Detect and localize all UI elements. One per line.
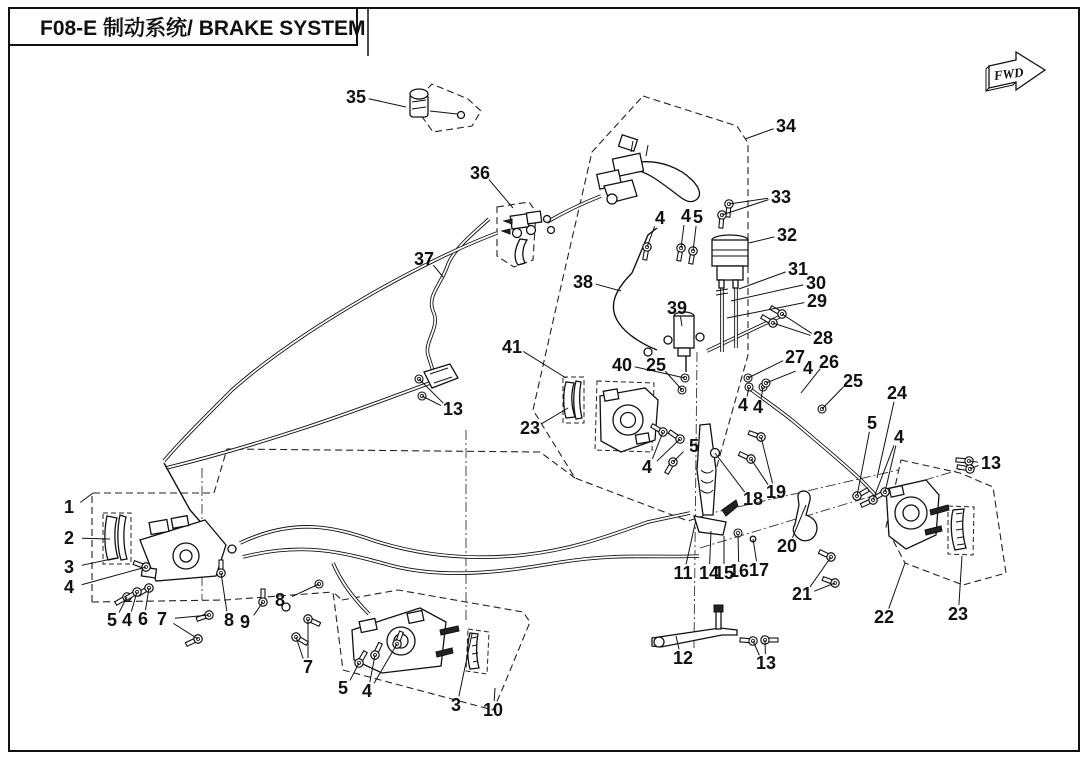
- leader-line: [822, 387, 843, 409]
- part-number-label-6: 6: [137, 609, 149, 629]
- part-number-label-23: 23: [519, 418, 541, 438]
- part-number-label-13: 13: [755, 653, 777, 673]
- fwd-arrow: [986, 52, 1045, 91]
- part36-valve: [502, 211, 555, 265]
- hose-bracket: [793, 491, 817, 541]
- center-caliper: [564, 381, 658, 452]
- part-number-label-7: 7: [302, 657, 314, 677]
- part-number-label-41: 41: [501, 337, 523, 357]
- leader-line: [710, 531, 711, 564]
- part-number-label-5: 5: [688, 436, 700, 456]
- part-number-label-36: 36: [469, 163, 491, 183]
- leader-line: [523, 351, 566, 378]
- part-number-label-5: 5: [866, 413, 878, 433]
- leader-line: [889, 563, 905, 609]
- part-number-label-16: 16: [728, 561, 750, 581]
- part-number-label-4: 4: [121, 610, 133, 630]
- part-number-label-19: 19: [765, 482, 787, 502]
- leader-line: [80, 493, 93, 502]
- part-number-label-25: 25: [645, 355, 667, 375]
- part-number-label-33: 33: [770, 187, 792, 207]
- fwd-label: FWD: [993, 64, 1025, 83]
- drawing-border: [9, 8, 1079, 751]
- pedal-master-cylinder: [694, 424, 756, 542]
- leader-line: [729, 198, 768, 204]
- part-number-label-25: 25: [842, 371, 864, 391]
- leader-line: [221, 573, 227, 611]
- part-number-label-14: 14: [698, 563, 720, 583]
- part-number-label-4: 4: [361, 681, 373, 701]
- part-number-label-12: 12: [672, 648, 694, 668]
- part-number-label-22: 22: [873, 607, 895, 627]
- part-number-label-17: 17: [748, 560, 770, 580]
- leader-line: [814, 583, 835, 591]
- leader-line: [647, 226, 655, 247]
- rear-caliper: [886, 480, 966, 550]
- leader-line: [751, 459, 768, 485]
- part-number-label-39: 39: [666, 298, 688, 318]
- part-number-label-40: 40: [611, 355, 633, 375]
- leader-line: [885, 446, 896, 492]
- part-number-label-10: 10: [482, 700, 504, 720]
- part-number-label-13: 13: [442, 399, 464, 419]
- leader-line: [542, 408, 568, 424]
- part-number-label-37: 37: [413, 249, 435, 269]
- part-number-label-2: 2: [63, 528, 75, 548]
- outline-mid-top: [214, 449, 575, 493]
- part-number-label-4: 4: [737, 395, 749, 415]
- leader-line: [731, 285, 803, 301]
- part-number-label-30: 30: [805, 273, 827, 293]
- part-number-label-15: 15: [713, 563, 735, 583]
- leader-line: [727, 303, 804, 318]
- part-number-label-35: 35: [345, 87, 367, 107]
- leader-line: [749, 237, 774, 243]
- part35-cap: [410, 89, 465, 119]
- part-number-label-24: 24: [886, 383, 908, 403]
- front-left-caliper: [105, 185, 260, 581]
- part-number-label-27: 27: [784, 347, 806, 367]
- part-number-label-4: 4: [654, 208, 666, 228]
- part-number-label-23: 23: [947, 604, 969, 624]
- part-number-label-4: 4: [802, 358, 814, 378]
- part-number-label-11: 11: [673, 563, 693, 583]
- leader-line: [959, 556, 962, 605]
- part-number-label-4: 4: [680, 206, 692, 226]
- part-number-label-29: 29: [806, 291, 828, 311]
- part-number-label-5: 5: [106, 610, 118, 630]
- part-number-label-4: 4: [641, 457, 653, 477]
- leader-line: [254, 602, 263, 615]
- brake-lever-master-cylinder: [597, 135, 700, 204]
- part-number-label-3: 3: [63, 557, 75, 577]
- fasteners: [114, 199, 975, 668]
- leader-line: [766, 371, 796, 383]
- part-number-label-8: 8: [223, 610, 235, 630]
- part-number-label-20: 20: [776, 536, 798, 556]
- part-number-label-4: 4: [63, 577, 75, 597]
- leader-line: [173, 623, 198, 639]
- callout-layer: [64, 87, 1001, 720]
- leader-line: [686, 524, 695, 564]
- leader-line: [292, 584, 319, 597]
- rear-reservoir: [712, 235, 748, 295]
- delay-valve: [664, 312, 704, 356]
- leader-line: [369, 99, 406, 107]
- part-number-label-21: 21: [791, 584, 813, 604]
- leader-line: [673, 451, 684, 462]
- part-number-label-34: 34: [775, 116, 797, 136]
- part-number-label-28: 28: [812, 328, 834, 348]
- leader-line: [596, 284, 621, 291]
- leader-line: [715, 453, 745, 492]
- part-number-label-4: 4: [752, 397, 764, 417]
- leader-line: [665, 371, 682, 390]
- part-number-label-3: 3: [450, 695, 462, 715]
- page-title: F08-E 制动系统/ BRAKE SYSTEM: [40, 17, 366, 40]
- part-number-label-9: 9: [239, 612, 251, 632]
- leader-line: [739, 272, 786, 289]
- part-number-label-38: 38: [572, 272, 594, 292]
- part-number-label-8: 8: [274, 590, 286, 610]
- part-number-label-5: 5: [692, 207, 704, 227]
- leader-line: [748, 361, 783, 378]
- part-number-label-26: 26: [818, 352, 840, 372]
- leader-line: [753, 539, 757, 561]
- part-number-label-7: 7: [156, 609, 168, 629]
- part-number-label-18: 18: [742, 489, 764, 509]
- part-number-label-13: 13: [980, 453, 1002, 473]
- leader-line: [82, 567, 146, 585]
- leader-line: [350, 663, 359, 680]
- leader-line: [745, 129, 774, 139]
- part-number-label-32: 32: [776, 225, 798, 245]
- leader-line: [489, 180, 513, 208]
- leader-line: [433, 265, 443, 277]
- part-number-label-5: 5: [337, 678, 349, 698]
- leader-line: [738, 534, 739, 562]
- part-number-label-1: 1: [63, 497, 75, 517]
- part-number-label-4: 4: [893, 427, 905, 447]
- part-number-label-31: 31: [787, 259, 809, 279]
